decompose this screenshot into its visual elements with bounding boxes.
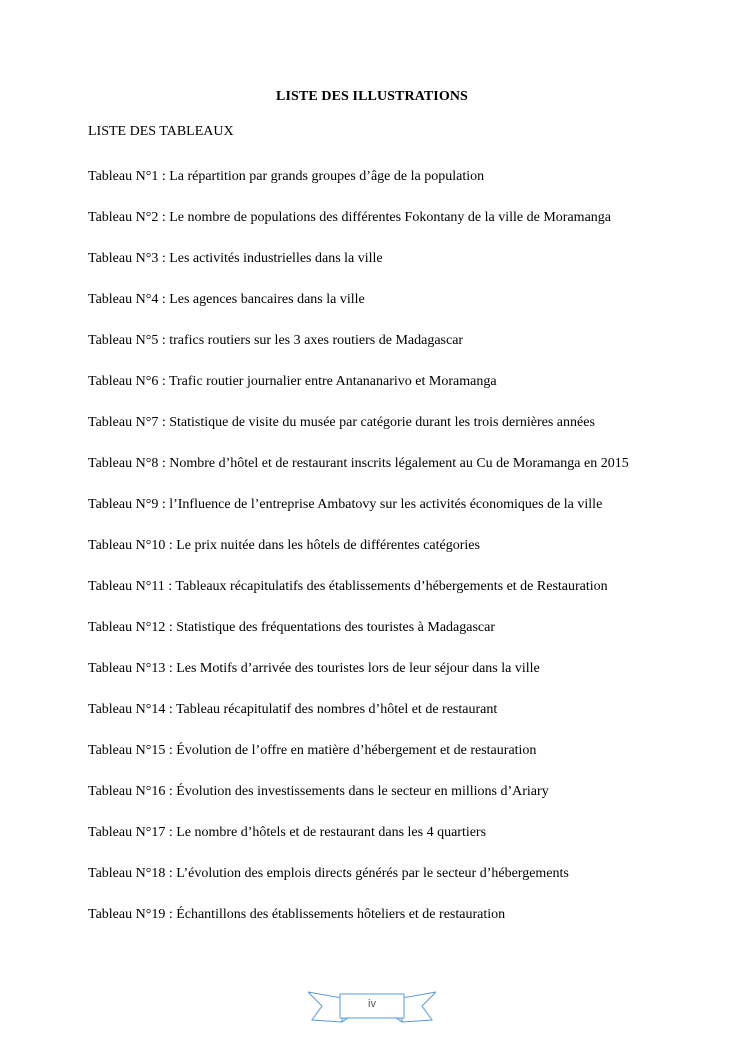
list-item: Tableau N°19 : Échantillons des établissements hôteliers et de restauration	[88, 907, 506, 922]
list-item: Tableau N°12 : Statistique des fréquentations des touristes à Madagascar	[88, 620, 496, 635]
list-item: Tableau N°16 : Évolution des investissements dans le secteur en millions d’Ariary	[88, 784, 549, 799]
section-heading: LISTE DES TABLEAUX	[88, 124, 234, 139]
list-item: Tableau N°7 : Statistique de visite du musée par catégorie durant les trois dernières années	[88, 415, 595, 430]
ribbon-left-tail	[308, 992, 342, 1022]
list-item: Tableau N°6 : Trafic routier journalier entre Antananarivo et Moramanga	[88, 374, 497, 389]
list-item: Tableau N°14 : Tableau récapitulatif des nombres d’hôtel et de restaurant	[88, 702, 498, 717]
list-item: Tableau N°10 : Le prix nuitée dans les hôtels de différentes catégories	[88, 538, 480, 553]
list-item: Tableau N°5 : trafics routiers sur les 3 axes routiers de Madagascar	[88, 333, 464, 348]
list-item: Tableau N°9 : l’Influence de l’entreprise Ambatovy sur les activités économiques de la ville	[88, 497, 603, 512]
table-list	[88, 164, 668, 943]
page-number-ribbon	[308, 988, 436, 1028]
list-item: Tableau N°3 : Les activités industrielles dans la ville	[88, 251, 383, 266]
page-title: LISTE DES ILLUSTRATIONS	[276, 89, 468, 104]
list-item: Tableau N°1 : La répartition par grands groupes d’âge de la population	[88, 169, 485, 184]
page-number: iv	[368, 998, 376, 1010]
list-item: Tableau N°2 : Le nombre de populations des différentes Fokontany de la ville de Moramanga	[88, 210, 611, 225]
ribbon-left-fold	[342, 1018, 348, 1022]
list-item: Tableau N°17 : Le nombre d’hôtels et de restaurant dans les 4 quartiers	[88, 825, 487, 840]
ribbon-right-tail	[402, 992, 436, 1022]
list-item: Tableau N°8 : Nombre d’hôtel et de restaurant inscrits légalement au Cu de Moramanga en 2015	[88, 456, 629, 471]
ribbon-right-fold	[396, 1018, 402, 1022]
list-item: Tableau N°11 : Tableaux récapitulatifs des établissements d’hébergements et de Restauration	[88, 579, 608, 594]
list-item: Tableau N°18 : L’évolution des emplois directs générés par le secteur d’hébergements	[88, 866, 569, 881]
list-item: Tableau N°4 : Les agences bancaires dans la ville	[88, 292, 365, 307]
list-item: Tableau N°13 : Les Motifs d’arrivée des touristes lors de leur séjour dans la ville	[88, 661, 540, 676]
list-item: Tableau N°15 : Évolution de l’offre en matière d’hébergement et de restauration	[88, 743, 537, 758]
